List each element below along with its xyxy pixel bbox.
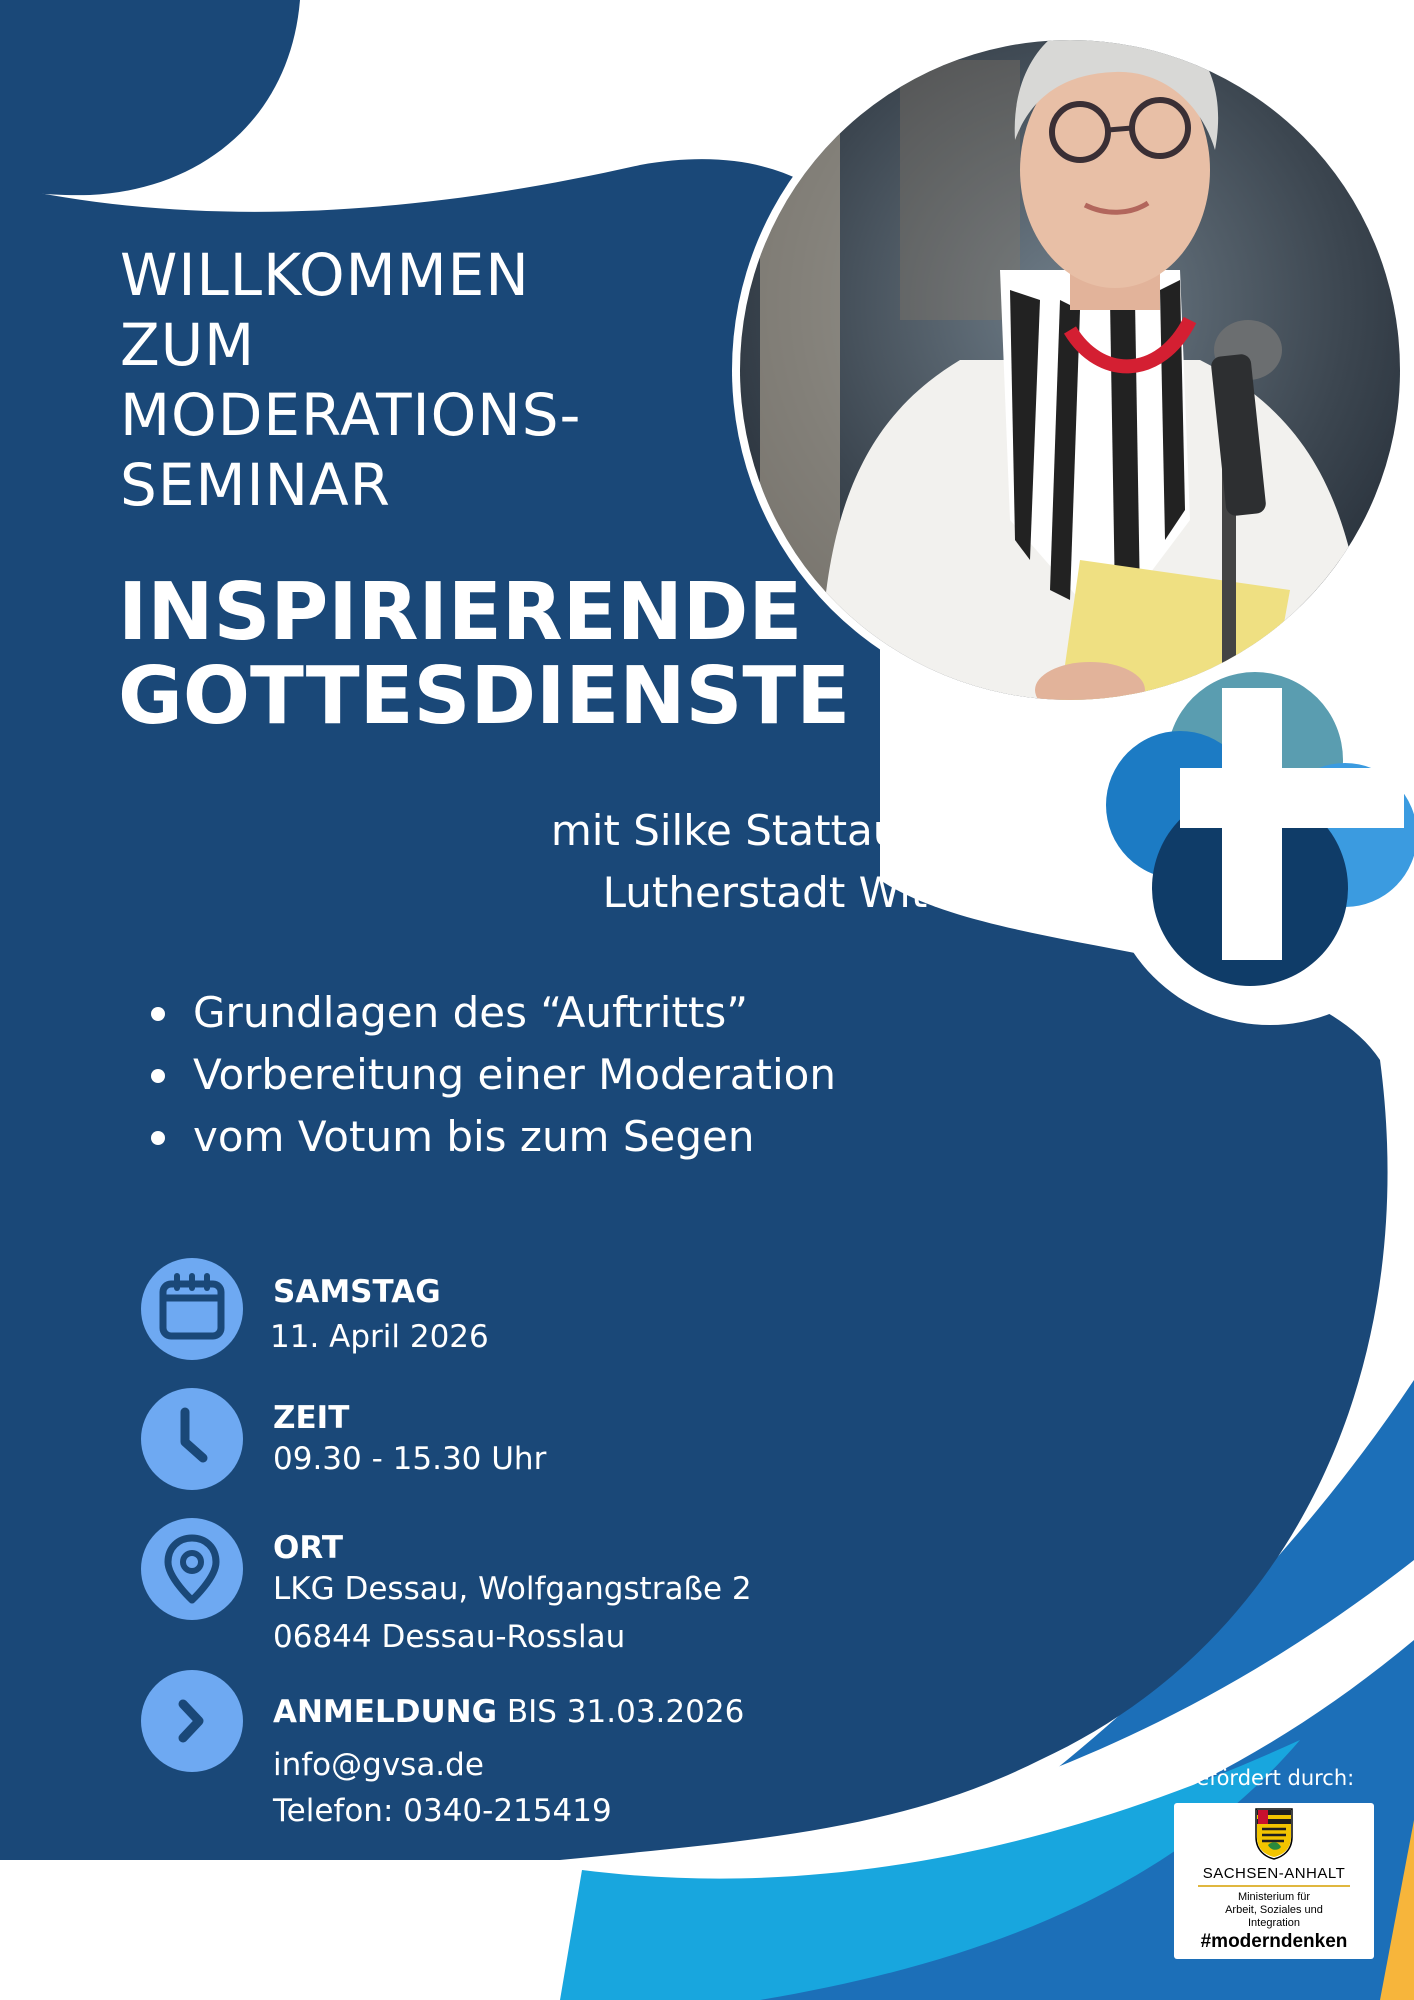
- title-line: GOTTESDIENSTE: [118, 650, 851, 742]
- place-line: LKG Dessau, Wolfgangstraße 2: [273, 1571, 752, 1607]
- clock-icon: [141, 1388, 243, 1490]
- time-label: ZEIT: [273, 1400, 350, 1436]
- date-value: 11. April 2026: [270, 1319, 489, 1355]
- registration-phone[interactable]: Telefon: 0340-215419: [273, 1793, 612, 1829]
- calendar-icon: [141, 1258, 243, 1360]
- registration-label: [273, 1692, 744, 1732]
- place-label: ORT: [273, 1530, 343, 1566]
- topic-list: [145, 982, 836, 1168]
- list-item: vom Votum bis zum Segen: [145, 1106, 836, 1168]
- sponsor-hashtag: #moderndenken: [1200, 1931, 1348, 1952]
- list-item: Grundlagen des “Auftritts”: [145, 982, 836, 1044]
- sponsor-divider: [1198, 1885, 1350, 1887]
- welcome-line: ZUM: [120, 311, 256, 379]
- ministry-line: Ministerium für: [1237, 1891, 1311, 1903]
- ministry-line: Integration: [1248, 1917, 1300, 1929]
- chevron-right-icon: [141, 1670, 243, 1772]
- time-value: 09.30 - 15.30 Uhr: [273, 1441, 547, 1477]
- registration-email[interactable]: info@gvsa.de: [273, 1747, 484, 1783]
- registration-label-text: ANMELDUNG: [273, 1694, 498, 1730]
- funded-by-label: Gefördert durch:: [1180, 1766, 1355, 1790]
- footer-line: des ECSA und GVSA: [94, 1927, 377, 1960]
- sponsor-logo: [1174, 1803, 1374, 1959]
- title-line: INSPIRIERENDE: [118, 566, 803, 658]
- welcome-heading: [120, 240, 581, 520]
- date-label: SAMSTAG: [273, 1274, 441, 1310]
- coat-of-arms-icon: [1254, 1807, 1294, 1861]
- organizer-note: [94, 1878, 479, 1966]
- ministry-line: Arbeit, Soziales und: [1225, 1904, 1323, 1916]
- presenter-info: [551, 800, 1092, 924]
- event-title: [118, 566, 851, 742]
- footer-line: Eine Bildungsveranstaltung: [94, 1883, 479, 1916]
- sponsor-ministry: [1174, 1891, 1374, 1930]
- list-item: Vorbereitung einer Moderation: [145, 1044, 836, 1106]
- welcome-line: WILLKOMMEN: [120, 241, 530, 309]
- registration-deadline: BIS 31.03.2026: [497, 1694, 745, 1730]
- sponsor-state: SACHSEN-ANHALT: [1202, 1865, 1346, 1882]
- place-line: 06844 Dessau-Rosslau: [273, 1619, 626, 1655]
- presenter-line: Lutherstadt Wittenberg: [602, 868, 1092, 917]
- welcome-line: SEMINAR: [120, 451, 391, 519]
- presenter-line: mit Silke Stattaus aus der: [550, 806, 1092, 855]
- location-pin-icon: [141, 1518, 243, 1620]
- welcome-line: MODERATIONS-: [120, 381, 582, 449]
